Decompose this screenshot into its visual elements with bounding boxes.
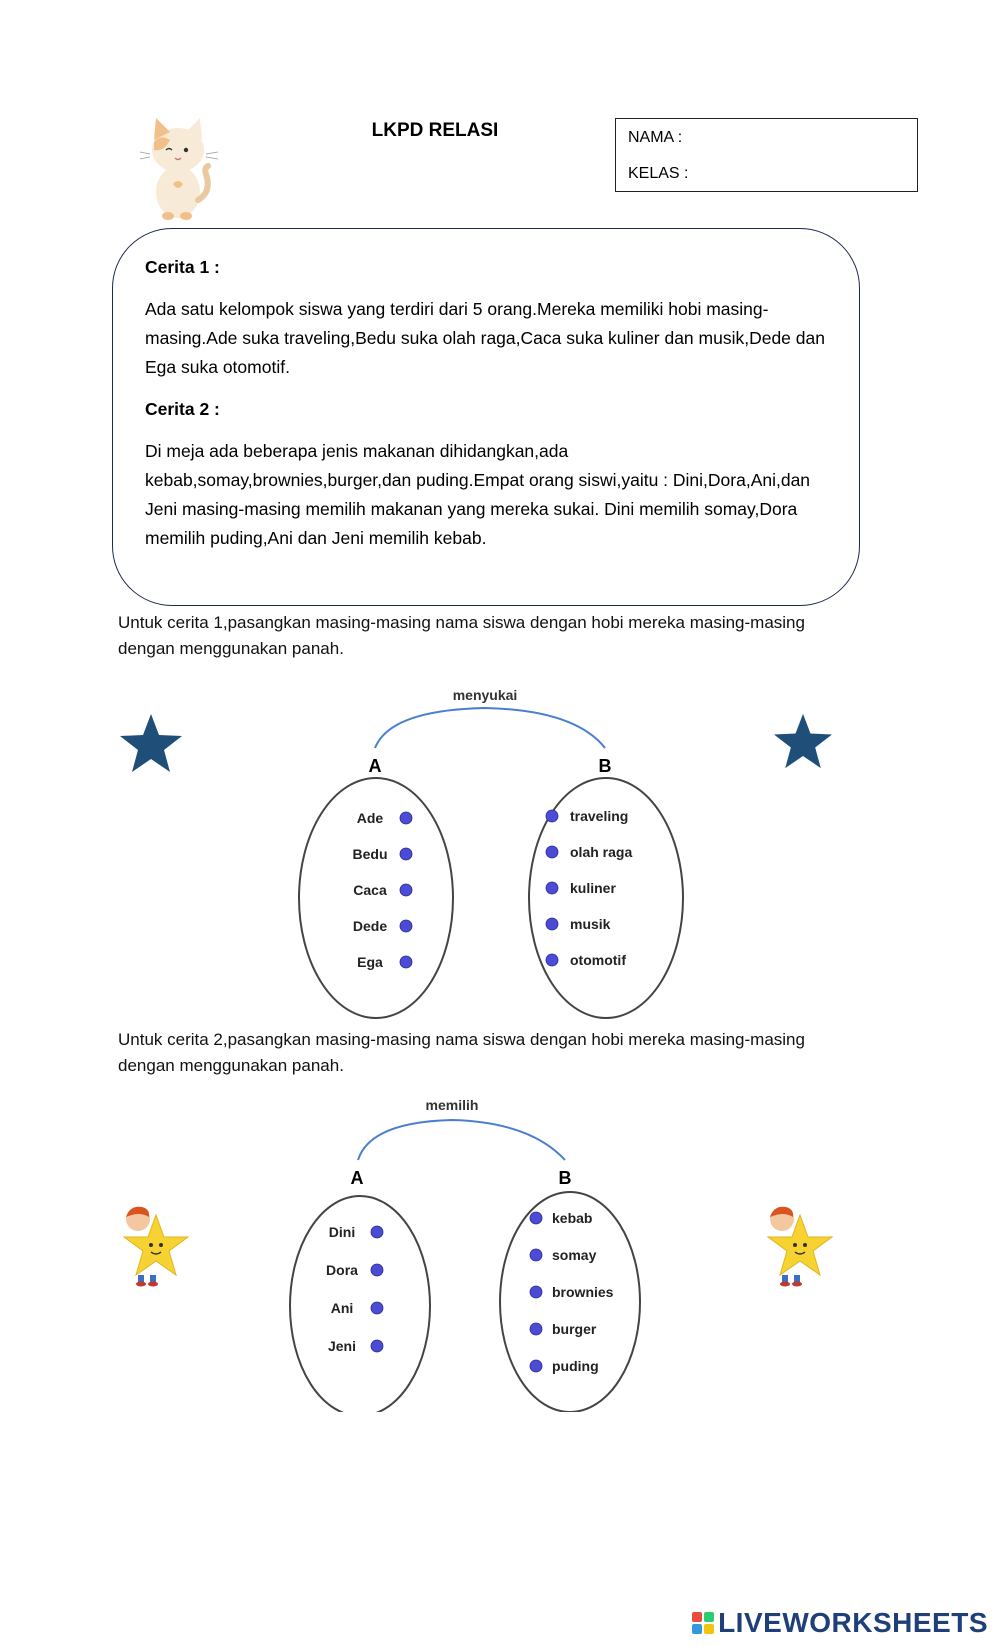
relation-arc <box>358 1120 565 1160</box>
set-b-item-label: somay <box>552 1247 597 1263</box>
set-b-connection-dot[interactable] <box>546 882 558 894</box>
story-1-text: Ada satu kelompok siswa yang terdiri dari 5 orang.Mereka memiliki hobi masing-masing.Ade suka traveling,Bedu suka olah raga,Caca suka kuliner dan musik,Dede dan Ega suka otomotif. <box>145 299 825 377</box>
set-b-label: B <box>598 756 612 776</box>
set-b-item-label: traveling <box>570 808 629 824</box>
relation-diagram-1 <box>280 680 720 1020</box>
set-b-connection-dot[interactable] <box>546 810 558 822</box>
set-a-item-label: Dora <box>326 1262 358 1278</box>
set-a-label: A <box>350 1168 364 1188</box>
story-box <box>112 228 860 606</box>
set-b-connection-dot[interactable] <box>546 918 558 930</box>
set-a-item-label: Dini <box>328 1224 356 1240</box>
set-b-item-label: kebab <box>552 1210 593 1226</box>
set-a-connection-dot[interactable] <box>400 956 412 968</box>
set-b-item-label: burger <box>552 1321 597 1337</box>
kelas-field[interactable]: KELAS : <box>628 165 689 182</box>
set-b-connection-dot[interactable] <box>546 846 558 858</box>
set-b-item-label: otomotif <box>570 952 626 968</box>
set-b-label: B <box>558 1168 572 1188</box>
set-a-connection-dot[interactable] <box>371 1264 383 1276</box>
set-a-connection-dot[interactable] <box>371 1302 383 1314</box>
set-b-item-label: olah raga <box>570 844 633 860</box>
set-b-item-label: musik <box>570 916 611 932</box>
star-icon <box>118 712 184 774</box>
cat-illustration <box>140 112 220 222</box>
set-a-connection-dot[interactable] <box>400 812 412 824</box>
set-b-connection-dot[interactable] <box>530 1249 542 1261</box>
story-1-heading: Cerita 1 : <box>145 257 220 277</box>
set-b-connection-dot[interactable] <box>530 1286 542 1298</box>
instruction-2: Untuk cerita 2,pasangkan masing-masing nama siswa dengan hobi mereka masing-masing dengan menggunakan panah. <box>118 1030 805 1075</box>
set-a-item-label: Ade <box>356 810 384 826</box>
set-a-item-label: Caca <box>353 882 387 898</box>
relation-label: menyukai <box>452 687 518 703</box>
kid-star-illustration <box>118 1205 190 1287</box>
set-a-item-label: Dede <box>352 918 388 934</box>
set-a-connection-dot[interactable] <box>371 1340 383 1352</box>
relation-diagram-2 <box>280 1092 660 1412</box>
page-title: LKPD RELASI <box>371 120 499 141</box>
kid-star-icon <box>124 1207 188 1287</box>
set-b-item-label: kuliner <box>570 880 616 896</box>
set-a-item-label: Bedu <box>352 846 388 862</box>
set-b-connection-dot[interactable] <box>546 954 558 966</box>
relation-arc <box>375 708 605 748</box>
story-2-heading: Cerita 2 : <box>145 399 220 419</box>
kid-star-icon <box>768 1207 832 1287</box>
instruction-1: Untuk cerita 1,pasangkan masing-masing nama siswa dengan hobi mereka masing-masing dengan menggunakan panah. <box>118 613 805 658</box>
set-a-item-label: Jeni <box>327 1338 357 1354</box>
liveworksheets-brand <box>692 1607 988 1639</box>
story-2-text: Di meja ada beberapa jenis makanan dihidangkan,ada kebab,somay,brownies,burger,dan puding.Empat orang siswi,yaitu : Dini,Dora,Ani,dan Jeni masing-masing memilih makanan yang mereka sukai. Dini memilih somay,Dora memilih puding,Ani dan Jeni memilih kebab. <box>145 441 811 548</box>
star-icon <box>772 712 834 770</box>
set-a-connection-dot[interactable] <box>400 848 412 860</box>
set-b-connection-dot[interactable] <box>530 1212 542 1224</box>
set-a-connection-dot[interactable] <box>400 884 412 896</box>
identity-box <box>615 118 918 192</box>
cat-icon <box>140 118 218 220</box>
set-a-connection-dot[interactable] <box>400 920 412 932</box>
set-b-connection-dot[interactable] <box>530 1360 542 1372</box>
set-a-ellipse <box>290 1196 430 1412</box>
set-a-connection-dot[interactable] <box>371 1226 383 1238</box>
set-a-item-label: Ega <box>357 954 383 970</box>
liveworksheets-logo-icon <box>692 1612 714 1634</box>
set-a-item-label: Ani <box>330 1300 354 1316</box>
set-b-connection-dot[interactable] <box>530 1323 542 1335</box>
set-b-item-label: puding <box>552 1358 599 1374</box>
kid-star-illustration <box>762 1205 834 1287</box>
relation-label: memilih <box>425 1097 479 1113</box>
set-a-label: A <box>368 756 382 776</box>
nama-field[interactable]: NAMA : <box>628 129 683 146</box>
set-b-item-label: brownies <box>552 1284 614 1300</box>
brand-name: LIVEWORKSHEETS <box>718 1607 988 1638</box>
